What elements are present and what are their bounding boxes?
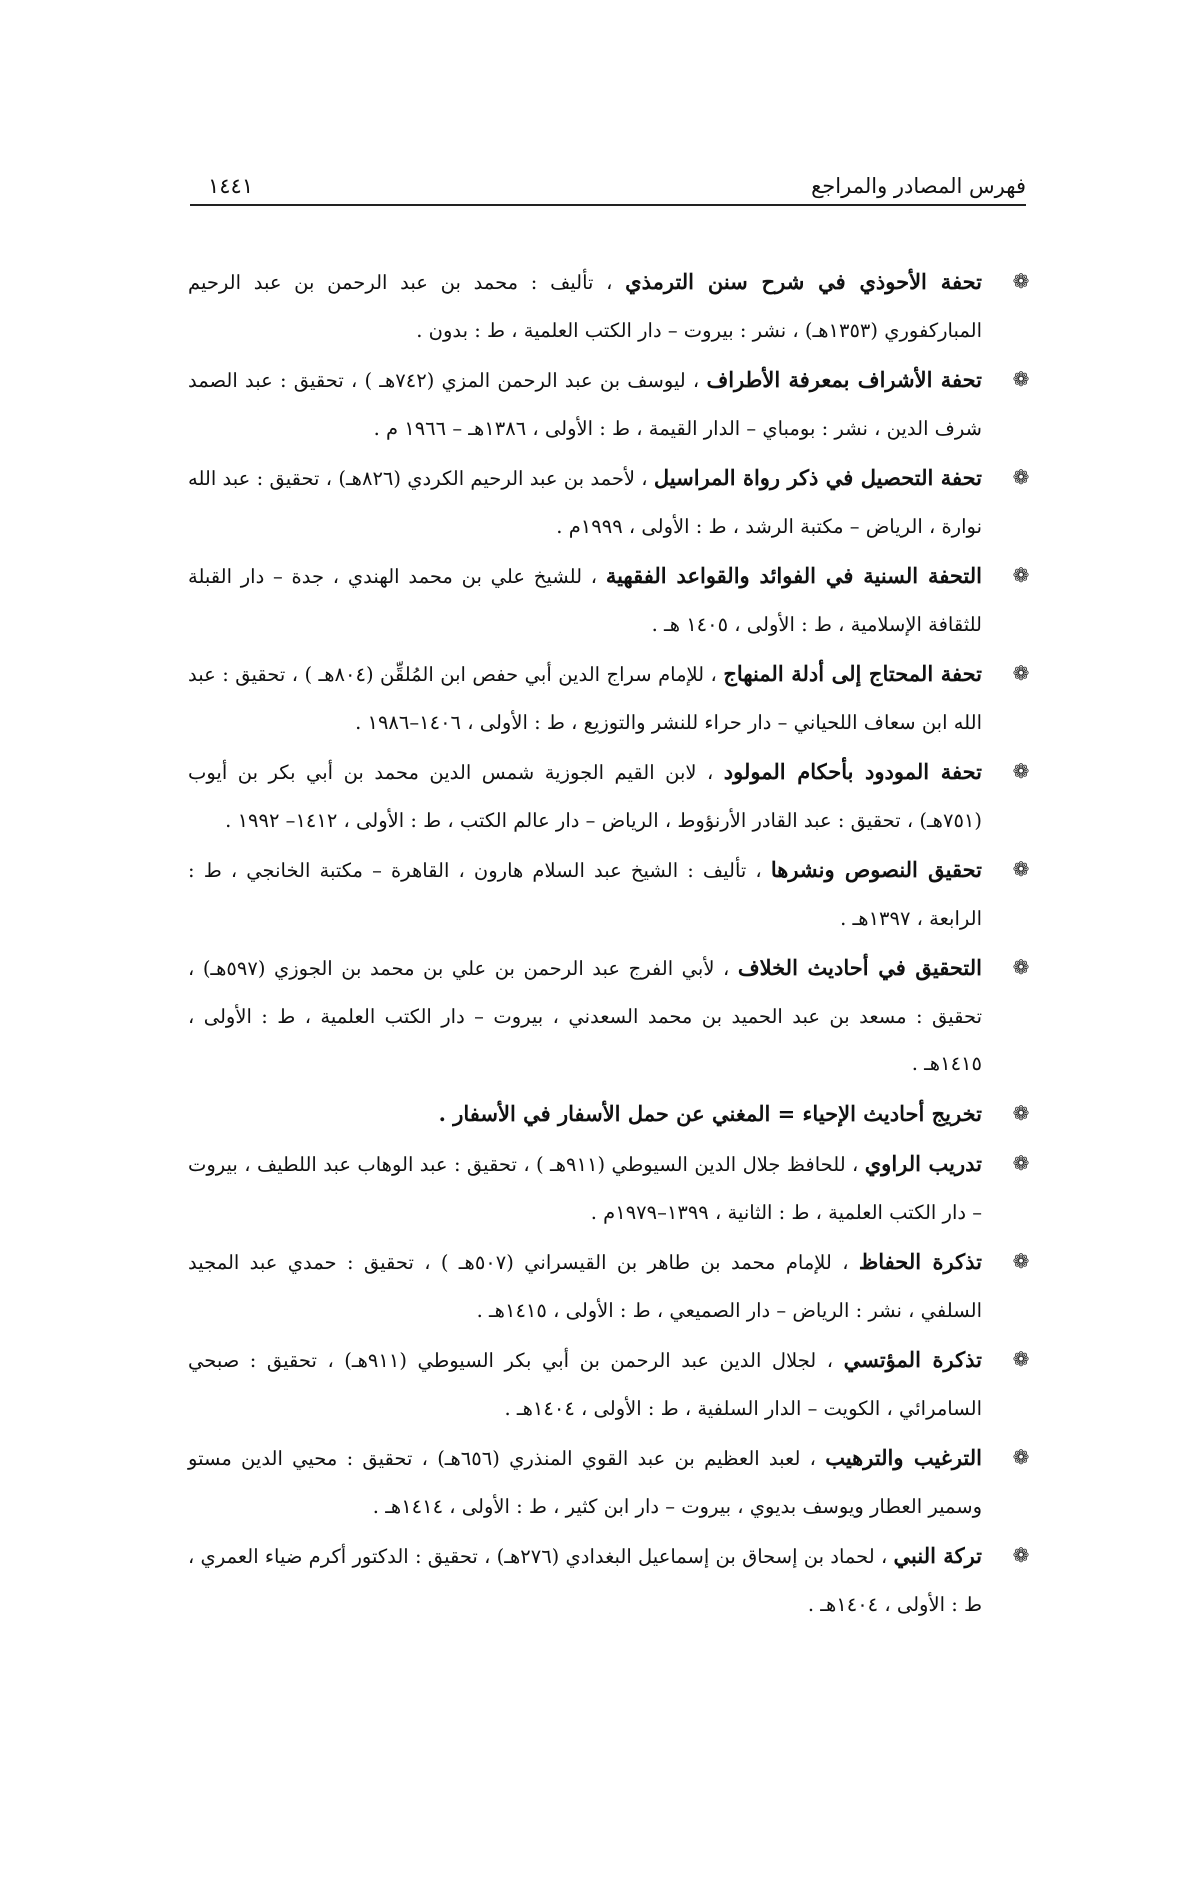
bibliography-list — [188, 258, 1038, 1630]
bibliography-entry — [188, 356, 1038, 452]
entry-title: الترغيب والترهيب — [825, 1445, 982, 1470]
bibliography-entry — [188, 1140, 1038, 1236]
header-divider — [190, 204, 1026, 206]
flower-bullet-icon: ❁ — [1012, 269, 1030, 293]
bibliography-entry — [188, 1434, 1038, 1530]
entry-title: تحقيق النصوص ونشرها — [770, 857, 982, 882]
entry-title: تدريب الراوي — [864, 1151, 982, 1176]
flower-bullet-icon: ❁ — [1012, 1100, 1030, 1125]
flower-bullet-icon: ❁ — [1012, 661, 1030, 685]
bibliography-entry — [188, 944, 1038, 1088]
entry-details: ، للحافظ جلال الدين السيوطي (٩١١هـ ) ، تحقيق : عبد الوهاب عبد اللطيف ، بيروت – دار الكتب العلمية ، ط : الثانية ، ١٣٩٩–١٩٧٩م . — [188, 1153, 982, 1224]
entry-title: تخريج أحاديث الإحياء = المغني عن حمل الأسفار في الأسفار . — [438, 1100, 982, 1126]
bibliography-entry — [188, 650, 1038, 746]
flower-bullet-icon: ❁ — [1012, 465, 1030, 489]
flower-bullet-icon: ❁ — [1012, 955, 1030, 979]
entry-title: تحفة المودود بأحكام المولود — [723, 759, 982, 784]
flower-bullet-icon: ❁ — [1012, 857, 1030, 881]
bibliography-entry — [188, 258, 1038, 354]
bibliography-entry — [188, 846, 1038, 942]
entry-details: ، لأبي الفرج عبد الرحمن بن علي بن محمد بن الجوزي (٥٩٧هـ) ، تحقيق : مسعد بن عبد الحميد بن محمد السعدني ، بيروت – دار الكتب العلمية ، ط : الأولى ، ١٤١٥هـ . — [188, 957, 982, 1075]
flower-bullet-icon: ❁ — [1012, 1249, 1030, 1273]
entry-details: ، لابن القيم الجوزية شمس الدين محمد بن أبي بكر بن أيوب (٧٥١هـ) ، تحقيق : عبد القادر الأرنؤوط ، الرياض – دار عالم الكتب ، ط : الأولى ، ١٤١٢– ١٩٩٢ . — [188, 761, 982, 832]
entry-details: ، لأحمد بن عبد الرحيم الكردي (٨٢٦هـ) ، تحقيق : عبد الله نوارة ، الرياض – مكتبة الرشد ، ط : الأولى ، ١٩٩٩م . — [188, 467, 982, 538]
entry-title: التحقيق في أحاديث الخلاف — [737, 955, 982, 980]
entry-details: ، لعبد العظيم بن عبد القوي المنذري (٦٥٦هـ) ، تحقيق : محيي الدين مستو وسمير العطار ويوسف بديوي ، بيروت – دار ابن كثير ، ط : الأولى ، ١٤١٤هـ . — [188, 1447, 982, 1518]
flower-bullet-icon: ❁ — [1012, 1347, 1030, 1371]
flower-bullet-icon: ❁ — [1012, 1151, 1030, 1175]
entry-details: ، ليوسف بن عبد الرحمن المزي (٧٤٢هـ ) ، تحقيق : عبد الصمد شرف الدين ، نشر : بومباي – الدار القيمة ، ط : الأولى ، ١٣٨٦هـ – ١٩٦٦ م . — [188, 369, 982, 440]
entry-details: ، للشيخ علي بن محمد الهندي ، جدة – دار القبلة للثقافة الإسلامية ، ط : الأولى ، ١٤٠٥ هـ . — [188, 565, 982, 636]
entry-details: ، للإمام سراج الدين أبي حفص ابن المُلقِّن (٨٠٤هـ ) ، تحقيق : عبد الله ابن سعاف اللحياني – دار حراء للنشر والتوزيع ، ط : الأولى ، ١٤٠٦–١٩٨٦ . — [188, 663, 982, 734]
bibliography-entry — [188, 454, 1038, 550]
entry-title: تركة النبي — [893, 1543, 982, 1568]
entry-title: تحفة المحتاج إلى أدلة المنهاج — [723, 661, 982, 686]
entry-details: ، تأليف : الشيخ عبد السلام هارون ، القاهرة – مكتبة الخانجي ، ط : الرابعة ، ١٣٩٧هـ . — [188, 859, 982, 930]
bibliography-entry — [188, 1532, 1038, 1628]
flower-bullet-icon: ❁ — [1012, 1543, 1030, 1567]
entry-title: تذكرة الحفاظ — [858, 1249, 982, 1274]
flower-bullet-icon: ❁ — [1012, 1445, 1030, 1469]
bibliography-entry — [188, 1090, 1038, 1139]
running-title: فهرس المصادر والمراجع — [811, 174, 1026, 198]
entry-title: التحفة السنية في الفوائد والقواعد الفقهية — [605, 563, 982, 588]
flower-bullet-icon: ❁ — [1012, 367, 1030, 391]
bibliography-entry — [188, 748, 1038, 844]
entry-title: تحفة الأحوذي في شرح سنن الترمذي — [625, 269, 982, 294]
entry-title: تحفة الأشراف بمعرفة الأطراف — [706, 367, 983, 392]
bibliography-entry — [188, 1336, 1038, 1432]
bibliography-entry — [188, 552, 1038, 648]
flower-bullet-icon: ❁ — [1012, 759, 1030, 783]
page-number: ١٤٤١ — [208, 174, 254, 198]
entry-details: ، لحماد بن إسحاق بن إسماعيل البغدادي (٢٧٦هـ) ، تحقيق : الدكتور أكرم ضياء العمري ، ط : الأولى ، ١٤٠٤هـ . — [188, 1545, 982, 1616]
entry-details: ، للإمام محمد بن طاهر بن القيسراني (٥٠٧هـ ) ، تحقيق : حمدي عبد المجيد السلفي ، نشر : الرياض – دار الصميعي ، ط : الأولى ، ١٤١٥هـ . — [188, 1251, 982, 1322]
entry-title: تحفة التحصيل في ذكر رواة المراسيل — [653, 465, 982, 490]
bibliography-entry — [188, 1238, 1038, 1334]
page-header — [190, 168, 1026, 206]
entry-details: ، تأليف : محمد بن عبد الرحمن بن عبد الرحيم المباركفوري (١٣٥٣هـ) ، نشر : بيروت – دار الكتب العلمية ، ط : بدون . — [188, 271, 982, 342]
entry-title: تذكرة المؤتسي — [843, 1347, 982, 1372]
entry-details: ، لجلال الدين عبد الرحمن بن أبي بكر السيوطي (٩١١هـ) ، تحقيق : صبحي السامرائي ، الكويت – الدار السلفية ، ط : الأولى ، ١٤٠٤هـ . — [188, 1349, 982, 1420]
flower-bullet-icon: ❁ — [1012, 563, 1030, 587]
